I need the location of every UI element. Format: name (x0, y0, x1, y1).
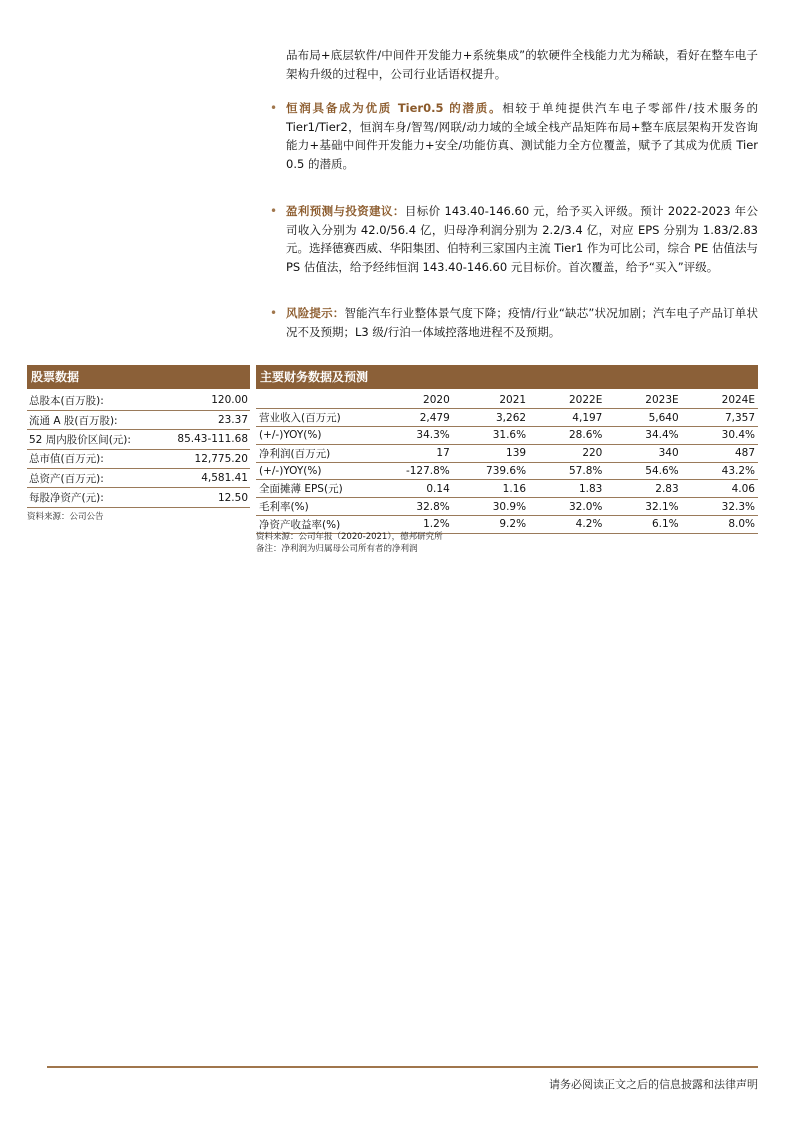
row-value: 4,581.41 (158, 469, 250, 488)
cell-value: 57.8% (529, 462, 605, 480)
bullet-text: 相较于单纯提供汽车电子零部件/技术服务的 Tier1/Tier2，恒润车身/智驾/网联/动力域的全域全栈产品矩阵布局+整车底层架构开发咨询能力+基础中间件开发能力+安全/功能仿真、测试能力全方位覆盖，赋予了其成为优质 Tier 0.5 的潜质。 (286, 101, 759, 171)
row-value: 85.43-111.68 (158, 430, 250, 449)
bullet-lead: 风险提示： (286, 306, 345, 320)
cell-value: 5,640 (605, 409, 681, 427)
cell-value: 9.2% (453, 516, 529, 534)
footer-divider (47, 1066, 758, 1068)
bullet-lead: 恒润具备成为优质 Tier0.5 的潜质。 (286, 101, 503, 115)
cell-value: 340 (605, 444, 681, 462)
bullet-dot-icon: • (270, 101, 278, 115)
header-blank (256, 391, 376, 409)
financials-table (256, 391, 758, 534)
year-header: 2022E (529, 391, 605, 409)
cell-value: 3,262 (453, 409, 529, 427)
row-label: 毛利率(%) (256, 498, 376, 516)
table-row (27, 488, 250, 507)
cell-value: 4.06 (682, 480, 758, 498)
row-label: 总股本(百万股): (27, 391, 158, 410)
cell-value: 34.4% (605, 427, 681, 445)
table-row (27, 430, 250, 449)
cell-value: 17 (376, 444, 452, 462)
row-label: 营业收入(百万元) (256, 409, 376, 427)
bullet-tier05 (270, 99, 758, 173)
table-row (256, 444, 758, 462)
cell-value: 34.3% (376, 427, 452, 445)
cell-value: 1.16 (453, 480, 529, 498)
year-header: 2023E (605, 391, 681, 409)
bullet-risk (270, 304, 758, 341)
row-label: 流通 A 股(百万股): (27, 410, 158, 429)
cell-value: 54.6% (605, 462, 681, 480)
stock-data-source: 资料来源：公司公告 (27, 512, 104, 522)
bullet-text: 智能汽车行业整体景气度下降；疫情/行业“缺芯”状况加剧；汽车电子产品订单状况不及预期；L3 级/行泊一体域控落地进程不及预期。 (286, 306, 759, 339)
row-label: 净利润(百万元) (256, 444, 376, 462)
cell-value: 32.8% (376, 498, 452, 516)
cell-value: 7,357 (682, 409, 758, 427)
cell-value: 1.2% (376, 516, 452, 534)
row-label: 总资产(百万元): (27, 469, 158, 488)
intro-paragraph: 品布局+底层软件/中间件开发能力+系统集成”的软硬件全栈能力尤为稀缺，看好在整车电子架构升级的过程中，公司行业话语权提升。 (286, 48, 758, 81)
cell-value: 1.83 (529, 480, 605, 498)
cell-value: 4,197 (529, 409, 605, 427)
cell-value: 139 (453, 444, 529, 462)
table-header-row (256, 391, 758, 409)
row-label: 总市值(百万元): (27, 449, 158, 468)
bullet-lead: 盈利预测与投资建议： (286, 204, 405, 218)
footer-disclaimer: 请务必阅读正文之后的信息披露和法律声明 (549, 1078, 758, 1091)
cell-value: 4.2% (529, 516, 605, 534)
stock-data-header: 股票数据 (27, 365, 250, 389)
cell-value: 2,479 (376, 409, 452, 427)
year-header: 2020 (376, 391, 452, 409)
cell-value: 2.83 (605, 480, 681, 498)
table-row (27, 391, 250, 410)
cell-value: 43.2% (682, 462, 758, 480)
bullet-text: 目标价 143.40-146.60 元，给予买入评级。预计 2022-2023 年公司收入分别为 42.0/56.4 亿，归母净利润分别为 2.2/3.4 亿，对应 EPS 分别为 1.83/2.83 元。选择德赛西威、华阳集团、伯特利三家国内主流 Tier1 作为可比公司，综合 PE 估值法与 PS 估值法，给予经纬恒润 143.40-146.60 元目标价。首次覆盖，给予“买入”评级。 (286, 204, 759, 274)
stock-data-table (27, 391, 250, 508)
financials-header: 主要财务数据及预测 (256, 365, 758, 389)
row-value: 12.50 (158, 488, 250, 507)
row-label: (+/-)YOY(%) (256, 462, 376, 480)
table-row (256, 498, 758, 516)
table-row (27, 410, 250, 429)
table-row (256, 427, 758, 445)
table-row (256, 516, 758, 534)
cell-value: 487 (682, 444, 758, 462)
cell-value: 6.1% (605, 516, 681, 534)
cell-value: 31.6% (453, 427, 529, 445)
table-row (27, 449, 250, 468)
cell-value: 32.1% (605, 498, 681, 516)
bullet-dot-icon: • (270, 204, 278, 218)
row-value: 12,775.20 (158, 449, 250, 468)
cell-value: -127.8% (376, 462, 452, 480)
year-header: 2024E (682, 391, 758, 409)
table-row (256, 480, 758, 498)
cell-value: 8.0% (682, 516, 758, 534)
table-row (256, 462, 758, 480)
cell-value: 30.9% (453, 498, 529, 516)
table-row (256, 409, 758, 427)
financials-note: 备注：净利润为归属母公司所有者的净利润 (256, 544, 418, 554)
cell-value: 32.3% (682, 498, 758, 516)
cell-value: 0.14 (376, 480, 452, 498)
year-header: 2021 (453, 391, 529, 409)
cell-value: 739.6% (453, 462, 529, 480)
row-value: 23.37 (158, 410, 250, 429)
cell-value: 28.6% (529, 427, 605, 445)
bullet-dot-icon: • (270, 306, 278, 320)
row-label: (+/-)YOY(%) (256, 427, 376, 445)
row-label: 全面摊薄 EPS(元) (256, 480, 376, 498)
row-value: 120.00 (158, 391, 250, 410)
bullet-forecast (270, 202, 758, 276)
cell-value: 32.0% (529, 498, 605, 516)
row-label: 净资产收益率(%) (256, 516, 376, 534)
cell-value: 30.4% (682, 427, 758, 445)
financials-source: 资料来源：公司年报（2020-2021），德邦研究所 (256, 532, 443, 542)
cell-value: 220 (529, 444, 605, 462)
row-label: 每股净资产(元): (27, 488, 158, 507)
row-label: 52 周内股价区间(元): (27, 430, 158, 449)
table-row (27, 469, 250, 488)
